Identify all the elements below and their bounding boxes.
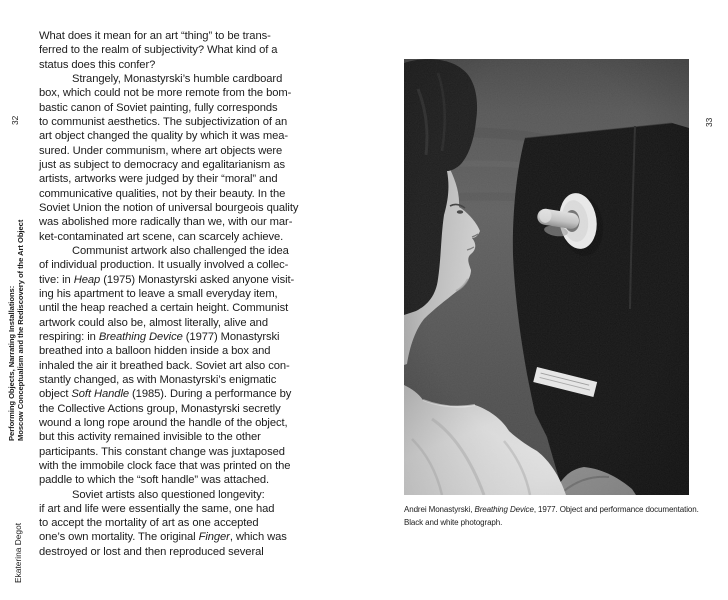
paragraph [39,29,363,72]
text-line: ferred to the realm of subjectivity? What kind of a [39,44,278,57]
margin-title-line1: Performing Objects, Narrating Installations: [7,285,16,441]
text-line: to accept the mortality of art as one accepted [39,517,259,530]
text-line: Soviet Union the notion of universal bourgeois quality [39,201,299,214]
text-line: destroyed or lost and then reproduced several [39,545,264,558]
text-line: until the heap reached a certain height. Communist [39,302,289,315]
text-line: artwork could also be, almost literally, alive and [39,316,268,329]
caption-line2: Black and white photograph. [404,517,503,527]
text-line: Soviet artists also questioned longevity: [72,488,265,501]
photo-illustration [404,59,689,495]
text-line: with the immobile clock face that was printed on the [39,459,291,472]
page-number-right: 33 [704,117,714,127]
text-line: tive: in Heap (1975) Monastyrski asked anyone visit- [39,273,295,286]
text-line: one’s own mortality. The original Finger, which was [39,531,287,544]
text-line: bastic canon of Soviet painting, fully corresponds [39,101,278,114]
text-line: sured. Under communism, where art objects were [39,144,283,157]
paragraph [39,72,363,244]
text-line: if art and life were essentially the same, one had [39,502,275,515]
text-line: just as subject to democracy and egalitarianism as [39,158,285,171]
text-line: was abolished more radically than we, with our mar- [39,216,293,229]
text-line: ing his apartment to leave a small everyday item, [39,287,278,300]
text-line: Strangely, Monastyrski’s humble cardboard [72,72,283,85]
text-line: but this activity remained invisible to the other [39,431,261,444]
text-line: inhaled the air it breathed back. Soviet art also con- [39,359,290,372]
paragraph [39,244,363,488]
text-line: What does it mean for an art “thing” to be trans- [39,30,271,42]
text-line: respiring: in Breathing Device (1977) Monastyrski [39,330,280,343]
text-line: of individual production. It usually involved a collec- [39,259,289,272]
caption-line1: Andrei Monastyrski, Breathing Device, 1977. Object and performance documentation. [404,505,699,514]
text-line: artists, artworks were judged by their “moral” and [39,173,278,186]
text-line: status does this confer? [39,58,156,71]
text-line: art object changed the quality by which it was mea- [39,130,289,143]
page-number-left: 32 [10,115,20,125]
text-line: wound a long rope around the handle of the object, [39,416,288,429]
photo-caption [404,504,699,529]
margin-title-line2: Moscow Conceptualism and the Rediscovery of the Art Object [16,219,26,441]
text-line: communicative qualities, not by their beauty. In the [39,187,286,200]
text-line: to communist aesthetics. The subjectivization of an [39,115,288,128]
text-line: ket-contaminated art scene, can scarcely achieve. [39,230,284,243]
text-line: paddle to which the “soft handle” was attached. [39,474,270,487]
paragraph [39,488,363,560]
text-line: object Soft Handle (1985). During a performance by [39,388,292,401]
text-line: the Collective Actions group, Monastyrski secretly [39,402,281,415]
margin-author: Ekaterina Degot [13,522,23,583]
text-line: box, which could not be more remote from the bom- [39,87,292,100]
text-line: participants. This constant change was juxtaposed [39,445,285,458]
text-line: Communist artwork also challenged the idea [72,244,289,257]
text-line: breathed into a balloon hidden inside a box and [39,345,271,358]
photo-breathing-device [404,59,689,495]
text-line: stantly changed, as with Monastyrski’s enigmatic [39,373,277,386]
article-text [39,29,363,559]
margin-essay-title [7,220,26,441]
